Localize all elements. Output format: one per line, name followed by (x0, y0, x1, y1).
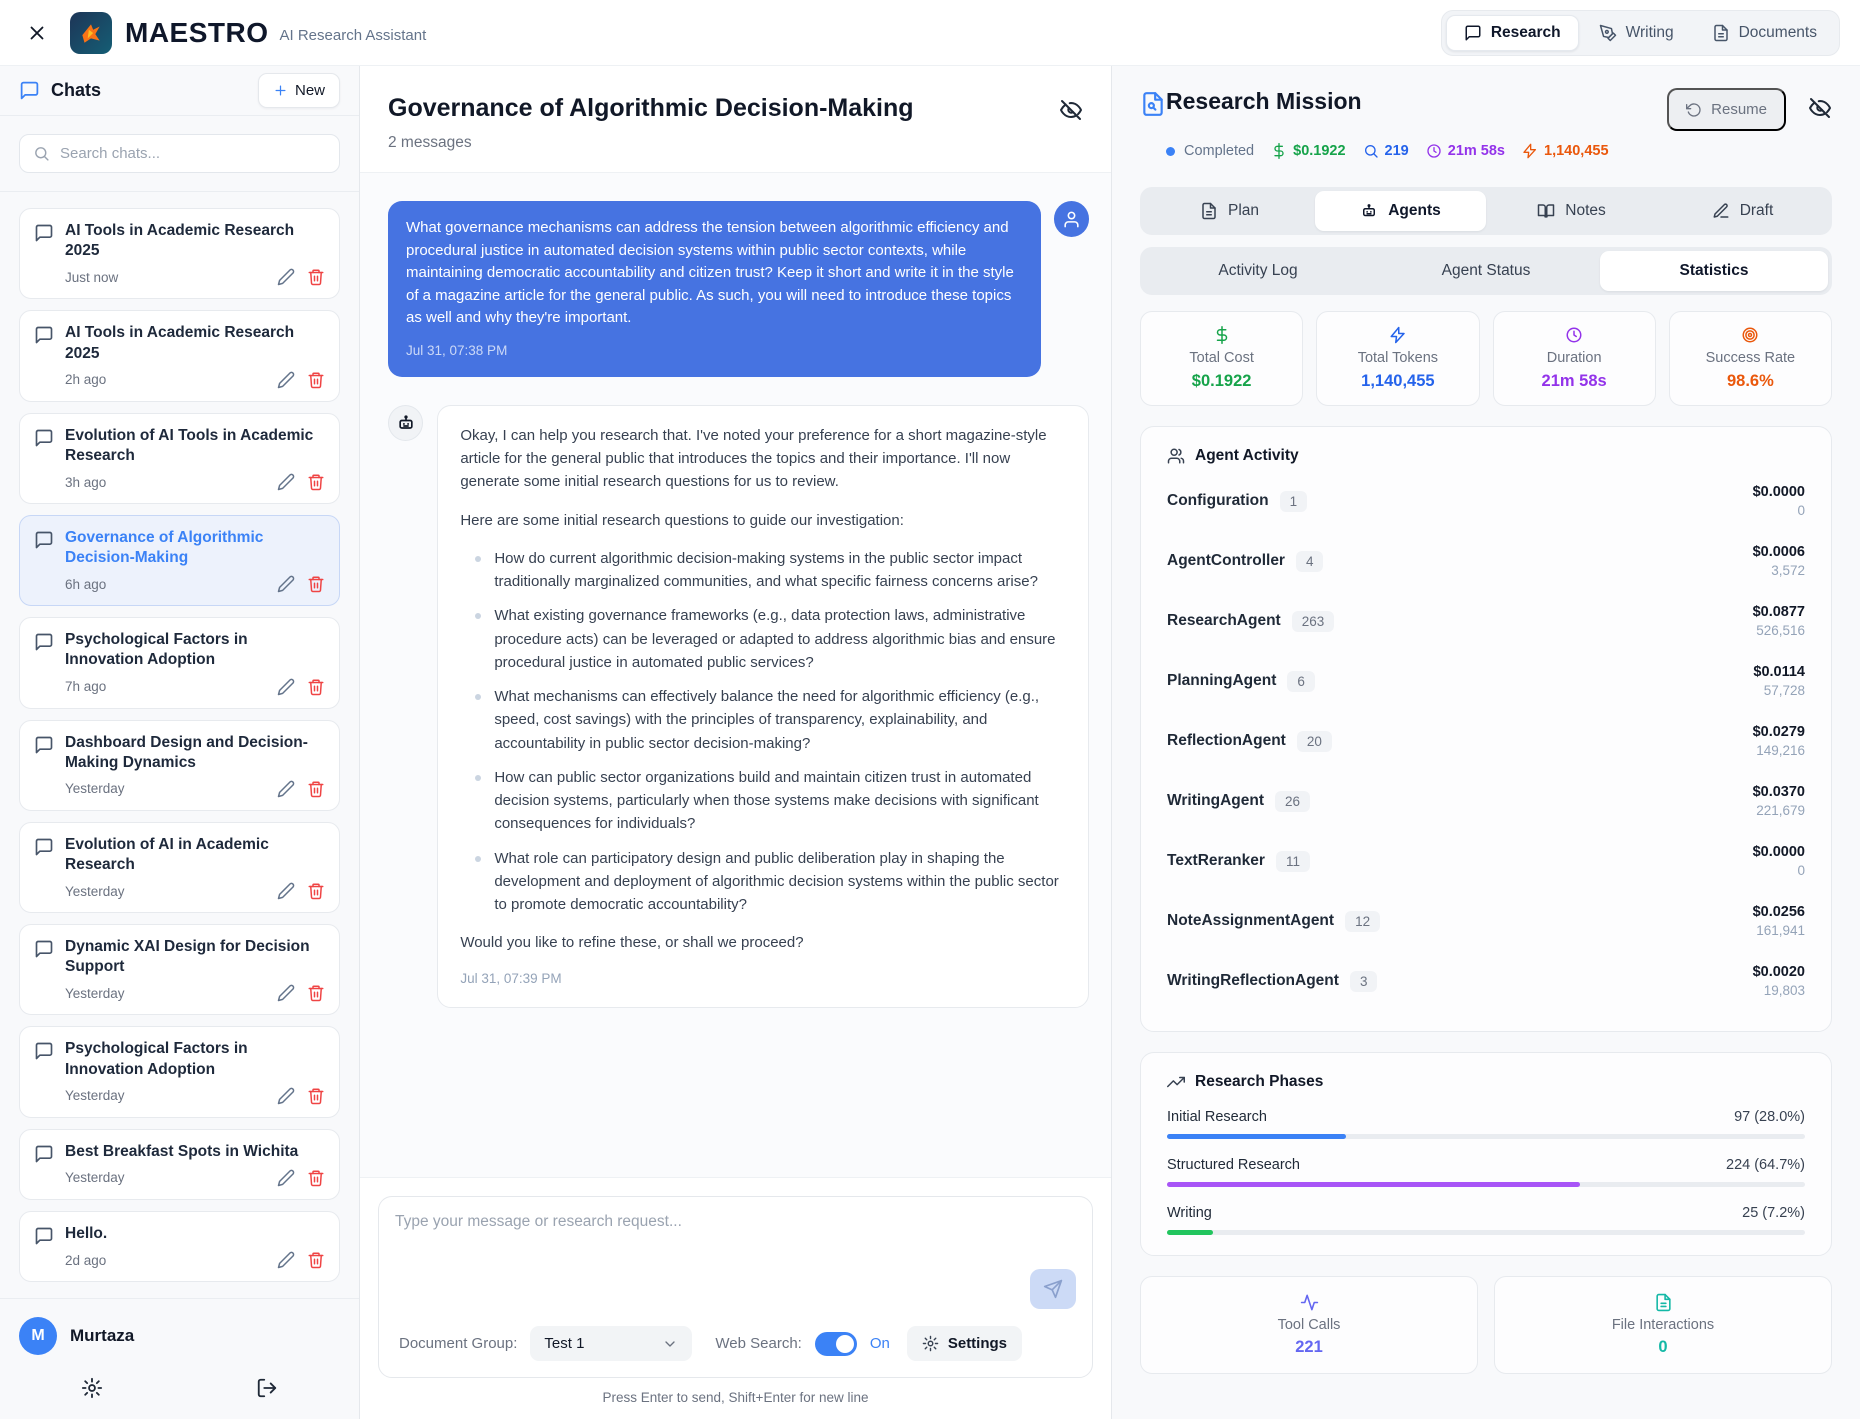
nav-tabs (1441, 10, 1840, 56)
metric-value: 1,140,455 (1544, 143, 1609, 159)
web-search-label: Web Search: (715, 1335, 802, 1352)
mission-metric (1522, 143, 1609, 159)
web-search-state: On (869, 1335, 890, 1352)
phase-label: Structured Research (1167, 1157, 1300, 1173)
user-message-avatar (1054, 201, 1089, 237)
edit-chat-icon[interactable] (277, 1087, 295, 1105)
agent-activity-row (1167, 891, 1805, 951)
assistant-bullet: What role can participatory design and public deliberation play in shaping the development and deployment of algorithmic decision systems within the public sector to promote democratic accountability? (468, 847, 1066, 917)
chat-item-title: Psychological Factors in Innovation Adoption (65, 631, 248, 669)
stat-card (1316, 311, 1479, 406)
summary-card-value: 221 (1295, 1338, 1323, 1356)
agent-count-badge: 20 (1297, 731, 1332, 752)
mission-tabs (1140, 187, 1832, 235)
mission-metric (1271, 143, 1345, 159)
nav-tab[interactable] (1581, 15, 1692, 51)
assistant-intro: Okay, I can help you research that. I've noted your preference for a short magazine-style article for the general public that introduces the topics and their importance. I'll now generate some initial research questions for us to review. (460, 426, 1047, 491)
agent-count-badge: 11 (1276, 851, 1310, 872)
research-phases-card (1140, 1052, 1832, 1256)
summary-card (1494, 1276, 1832, 1374)
mission-tab[interactable] (1657, 191, 1828, 231)
chat-item-time: 3h ago (65, 474, 107, 490)
user-icon (1062, 210, 1081, 229)
agent-count-badge: 263 (1292, 611, 1335, 632)
agent-cost: $0.0006 (1752, 544, 1805, 560)
phase-rows (1167, 1109, 1805, 1235)
chat-item-title: Dynamic XAI Design for Decision Support (65, 938, 310, 976)
chat-list-item[interactable] (19, 310, 340, 401)
assistant-outro: Would you like to refine these, or shall we proceed? (460, 934, 804, 952)
agent-count-badge: 1 (1280, 491, 1308, 512)
nav-tab-label: Documents (1738, 23, 1817, 41)
nav-tab-icon (1599, 24, 1617, 42)
chat-item-time: Yesterday (65, 781, 125, 797)
agent-activity-title: Agent Activity (1195, 447, 1299, 464)
research-phase-row (1167, 1109, 1805, 1139)
agent-tokens: 19,803 (1763, 983, 1805, 998)
stat-card-icon (1741, 326, 1759, 344)
mission-subtab[interactable] (1144, 251, 1372, 291)
app-header (0, 0, 1860, 66)
delete-chat-icon[interactable] (307, 473, 325, 491)
stat-card-value: 1,140,455 (1361, 372, 1435, 390)
bottom-cards (1140, 1276, 1832, 1374)
agent-name: NoteAssignmentAgent (1167, 912, 1335, 929)
assistant-avatar (388, 405, 423, 441)
assistant-bullet: How can public sector organizations build and maintain citizen trust in automated decision systems, particularly when those systems make decisions with significant consequences for individuals? (468, 766, 1066, 836)
nav-tab-icon (1712, 24, 1730, 42)
document-group-label: Document Group: (399, 1335, 518, 1352)
chat-list-item[interactable] (19, 208, 340, 299)
edit-chat-icon[interactable] (277, 1169, 295, 1187)
metric-value: 219 (1384, 143, 1409, 159)
agent-name: TextReranker (1167, 852, 1265, 869)
subtab-label: Statistics (1679, 262, 1749, 279)
agent-name: PlanningAgent (1167, 672, 1277, 689)
stat-cards (1140, 311, 1832, 406)
stat-card-label: Total Cost (1189, 350, 1254, 366)
search-icon (33, 145, 50, 162)
chat-list-item[interactable] (19, 822, 340, 913)
mission-subtabs (1140, 247, 1832, 295)
send-button[interactable] (1030, 1269, 1076, 1309)
summary-card-icon (1654, 1293, 1673, 1312)
chat-item-time: 2h ago (65, 372, 107, 388)
agent-tokens: 161,941 (1756, 923, 1805, 938)
tab-icon (1360, 202, 1378, 220)
summary-card-value: 0 (1658, 1338, 1668, 1356)
agent-count-badge: 4 (1296, 551, 1324, 572)
chat-bubble-icon (34, 1226, 54, 1246)
agent-name: AgentController (1167, 552, 1285, 569)
assistant-timestamp: Jul 31, 07:39 PM (460, 970, 562, 986)
assistant-message-card (437, 405, 1089, 1009)
stat-card (1669, 311, 1832, 406)
tab-label: Draft (1739, 202, 1774, 219)
mission-tab[interactable] (1315, 191, 1486, 231)
phase-progress-fill (1167, 1230, 1213, 1235)
nav-tab-label: Writing (1625, 23, 1674, 41)
mission-panel (1112, 66, 1860, 1419)
composer-card (378, 1196, 1093, 1378)
phase-value: 97 (28.0%) (1734, 1109, 1805, 1125)
metric-icon (1363, 143, 1379, 159)
delete-chat-icon[interactable] (307, 268, 325, 286)
tab-label: Notes (1565, 202, 1606, 219)
stat-card-icon (1565, 326, 1583, 344)
composer-settings-button[interactable] (907, 1326, 1022, 1361)
chat-item-title: Evolution of AI Tools in Academic Research (65, 426, 314, 464)
chat-item-title: AI Tools in Academic Research 2025 (65, 324, 295, 362)
composer-settings-label: Settings (947, 1335, 1008, 1352)
mission-tab[interactable] (1486, 191, 1657, 231)
app-logo (70, 12, 112, 54)
chat-bubble-icon (34, 223, 54, 243)
agent-rows (1167, 471, 1805, 1011)
agent-name: ReflectionAgent (1167, 732, 1286, 749)
stat-card (1493, 311, 1656, 406)
user-message-row (388, 201, 1089, 377)
agent-cost: $0.0020 (1752, 964, 1805, 980)
agent-activity-row (1167, 951, 1805, 1011)
phase-progress-fill (1167, 1182, 1580, 1187)
agent-name: WritingReflectionAgent (1167, 972, 1339, 989)
summary-card-label: File Interactions (1611, 1317, 1715, 1333)
agent-activity-card (1140, 426, 1832, 1032)
refresh-icon (1686, 102, 1702, 118)
chat-bubble-icon (34, 325, 54, 345)
avatar: M (19, 1317, 57, 1355)
mission-status-row (1166, 143, 1832, 159)
agent-count-badge: 12 (1345, 911, 1380, 932)
stat-card-icon (1213, 326, 1231, 344)
gear-icon (922, 1335, 939, 1352)
delete-chat-icon[interactable] (307, 575, 325, 593)
message-input[interactable] (395, 1213, 1006, 1309)
chevron-down-icon (662, 1336, 678, 1352)
research-phase-row (1167, 1157, 1805, 1187)
nav-tab-icon (1464, 24, 1482, 42)
app-subtitle: AI Research Assistant (279, 27, 427, 44)
messages-area (360, 173, 1111, 1177)
chat-item-title: Governance of Algorithmic Decision-Making (65, 529, 264, 567)
chat-bubble-icon (34, 530, 54, 550)
agent-tokens: 0 (1797, 863, 1805, 878)
subtab-label: Activity Log (1218, 262, 1298, 279)
tab-icon (1712, 202, 1730, 220)
agent-activity-row (1167, 531, 1805, 591)
stat-card-label: Success Rate (1705, 350, 1796, 366)
metric-icon (1522, 143, 1538, 159)
edit-chat-icon[interactable] (277, 882, 295, 900)
chat-bubble-icon (34, 632, 54, 652)
phase-label: Writing (1167, 1205, 1212, 1221)
phase-progress-track (1167, 1230, 1805, 1235)
search-section (0, 116, 359, 192)
mission-title: Research Mission (1166, 88, 1362, 114)
user-message-text: What governance mechanisms can address the tension between algorithmic efficiency and procedural justice in automated decision systems within public sector contexts, while maintaining democratic accountability and citizen trust? Keep it short and write it in the style of a magazine article for the general public. As such, you will need to introduce these topics as well and why they're important. (406, 219, 1014, 326)
agent-name: WritingAgent (1167, 792, 1265, 809)
research-phase-row (1167, 1205, 1805, 1235)
metric-icon (1271, 143, 1287, 159)
agent-cost: $0.0370 (1752, 784, 1805, 800)
nav-tab-label: Research (1490, 23, 1561, 41)
agent-name: Configuration (1167, 492, 1269, 509)
chat-message-count: 2 messages (388, 134, 472, 151)
delete-chat-icon[interactable] (307, 1087, 325, 1105)
chat-item-time: Yesterday (65, 1088, 125, 1104)
stat-card-value: 98.6% (1726, 372, 1774, 390)
edit-chat-icon[interactable] (277, 371, 295, 389)
phase-progress-track (1167, 1182, 1805, 1187)
agent-count-badge: 26 (1275, 791, 1310, 812)
edit-chat-icon[interactable] (277, 1251, 295, 1269)
agent-cost: $0.0000 (1752, 844, 1805, 860)
nav-tab[interactable] (1446, 15, 1579, 51)
chat-item-time: Yesterday (65, 1170, 125, 1186)
phase-progress-fill (1167, 1134, 1346, 1139)
mission-tab[interactable] (1144, 191, 1315, 231)
agent-cost: $0.0279 (1752, 724, 1805, 740)
agent-activity-row (1167, 591, 1805, 651)
plus-icon (273, 83, 288, 98)
chat-list-item[interactable] (19, 617, 340, 708)
assistant-lead: Here are some initial research questions to guide our investigation: (460, 511, 904, 529)
stat-card (1140, 311, 1303, 406)
delete-chat-icon[interactable] (307, 1251, 325, 1269)
composer (360, 1177, 1111, 1419)
chat-bubble-icon (34, 939, 54, 959)
agent-tokens: 221,679 (1756, 803, 1805, 818)
document-group-select[interactable] (530, 1326, 692, 1361)
stat-card-value: 21m 58s (1541, 372, 1607, 390)
sidebar-user-section (0, 1298, 359, 1419)
chat-item-title: Psychological Factors in Innovation Adoption (65, 1040, 248, 1078)
composer-hint: Press Enter to send, Shift+Enter for new line (602, 1390, 869, 1405)
agent-cost: $0.0256 (1752, 904, 1805, 920)
chat-list (0, 192, 359, 1298)
chat-title: Governance of Algorithmic Decision-Making (388, 94, 914, 122)
chat-item-time: Yesterday (65, 883, 125, 899)
subtab-label: Agent Status (1441, 262, 1531, 279)
assistant-bullet: How do current algorithmic decision-making systems in the public sector impact traditionally marginalized communities, and what specific fairness concerns arise? (468, 547, 1066, 594)
summary-card-label: Tool Calls (1277, 1317, 1341, 1333)
tab-label: Agents (1388, 202, 1441, 219)
agent-activity-row (1167, 711, 1805, 771)
web-search-toggle[interactable] (815, 1332, 857, 1356)
metric-icon (1426, 143, 1442, 159)
stat-card-value: $0.1922 (1191, 372, 1252, 390)
edit-chat-icon[interactable] (277, 984, 295, 1002)
assistant-bullet: What existing governance frameworks (e.g., data protection laws, administrative procedure acts) can be leveraged or adapted to address algorithmic bias and ensure procedural justice in automated public services? (468, 604, 1066, 674)
agent-tokens: 3,572 (1771, 563, 1805, 578)
phase-label: Initial Research (1167, 1109, 1267, 1125)
chat-bubble-icon (34, 735, 54, 755)
sidebar (0, 66, 360, 1419)
chat-list-item[interactable] (19, 924, 340, 1015)
chat-item-title: Evolution of AI in Academic Research (65, 835, 269, 874)
search-box[interactable] (19, 134, 340, 173)
mission-metric (1363, 143, 1409, 159)
robot-icon (396, 413, 416, 433)
chat-bubble-icon (34, 428, 54, 448)
tab-label: Plan (1227, 202, 1260, 219)
status-dot (1166, 147, 1175, 156)
edit-chat-icon[interactable] (277, 780, 295, 798)
chat-list-item[interactable] (19, 720, 340, 811)
delete-chat-icon[interactable] (307, 1169, 325, 1187)
chat-item-time: 6h ago (65, 576, 107, 592)
edit-chat-icon[interactable] (277, 473, 295, 491)
agent-activity-row (1167, 651, 1805, 711)
chat-item-time: 2d ago (65, 1252, 107, 1268)
research-phases-title: Research Phases (1195, 1073, 1324, 1090)
agent-activity-row (1167, 471, 1805, 531)
sidebar-title: Chats (51, 80, 102, 101)
agent-count-badge: 3 (1350, 971, 1378, 992)
edit-chat-icon[interactable] (277, 678, 295, 696)
resume-button[interactable] (1667, 88, 1786, 131)
chat-item-time: Yesterday (65, 985, 125, 1001)
stat-card-label: Total Tokens (1357, 350, 1439, 366)
agent-cost: $0.0114 (1753, 664, 1805, 680)
delete-chat-icon[interactable] (307, 984, 325, 1002)
chat-item-time: Just now (65, 269, 119, 285)
chats-icon (19, 80, 40, 101)
agent-cost: $0.0877 (1752, 604, 1805, 620)
user-name: Murtaza (70, 1326, 135, 1345)
assistant-bullet: What mechanisms can effectively balance the need for algorithmic efficiency (e.g., speed, cost savings) with the principles of transparency, explainability, and accountability in public sector decision-making? (468, 685, 1066, 755)
phase-progress-track (1167, 1134, 1805, 1139)
chat-bubble-icon (34, 837, 54, 857)
chat-item-title: Dashboard Design and Decision-Making Dynamics (65, 733, 308, 771)
settings-icon[interactable] (81, 1377, 103, 1399)
chat-list-item[interactable] (19, 515, 340, 606)
close-icon (26, 22, 48, 44)
chat-list-item[interactable] (19, 1026, 340, 1117)
user-message-bubble (388, 201, 1041, 377)
stat-card-label: Duration (1546, 350, 1602, 366)
bird-logo-icon (78, 20, 104, 46)
agent-name: ResearchAgent (1167, 612, 1281, 629)
chat-list-item[interactable] (19, 1129, 340, 1200)
tab-icon (1200, 202, 1218, 220)
tab-icon (1537, 202, 1555, 220)
agent-tokens: 526,516 (1756, 623, 1805, 638)
delete-chat-icon[interactable] (307, 371, 325, 389)
hide-chat-icon[interactable] (1059, 98, 1083, 122)
assistant-message-row (388, 405, 1089, 1009)
chat-item-title: Hello. (65, 1224, 108, 1242)
chat-item-title: Best Breakfast Spots in Wichita (65, 1142, 299, 1160)
search-input[interactable] (60, 145, 326, 162)
chat-list-item[interactable] (19, 413, 340, 504)
send-icon (1043, 1279, 1063, 1299)
mission-metrics (1271, 143, 1608, 159)
summary-card-icon (1300, 1293, 1319, 1312)
metric-value: $0.1922 (1293, 143, 1346, 159)
agent-activity-row (1167, 771, 1805, 831)
mission-subtab[interactable] (1372, 251, 1600, 291)
mission-header (1140, 88, 1832, 159)
delete-chat-icon[interactable] (307, 678, 325, 696)
sidebar-header (0, 66, 359, 116)
composer-controls (395, 1314, 1076, 1377)
new-chat-label: New (294, 82, 325, 100)
phase-value: 25 (7.2%) (1742, 1205, 1805, 1221)
delete-chat-icon[interactable] (307, 780, 325, 798)
mission-status: Completed (1166, 143, 1254, 159)
resume-label: Resume (1711, 101, 1767, 118)
hide-mission-icon[interactable] (1808, 96, 1832, 120)
chat-bubble-icon (34, 1041, 54, 1061)
edit-chat-icon[interactable] (277, 575, 295, 593)
app-name: MAESTRO (125, 16, 269, 48)
close-app-button[interactable] (20, 16, 54, 50)
agent-tokens: 57,728 (1763, 683, 1805, 698)
edit-chat-icon[interactable] (277, 268, 295, 286)
delete-chat-icon[interactable] (307, 882, 325, 900)
nav-tab[interactable] (1694, 15, 1835, 51)
chat-item-title: AI Tools in Academic Research 2025 (65, 222, 295, 260)
chat-header (360, 66, 1111, 173)
mission-subtab[interactable] (1600, 251, 1828, 291)
agent-tokens: 149,216 (1756, 743, 1805, 758)
chat-list-item[interactable] (19, 1211, 340, 1282)
agent-activity-row (1167, 831, 1805, 891)
file-search-icon (1140, 91, 1166, 117)
users-icon (1167, 447, 1185, 465)
new-chat-button[interactable] (258, 73, 340, 108)
trending-up-icon (1167, 1073, 1185, 1091)
agent-tokens: 0 (1797, 503, 1805, 518)
document-group-value: Test 1 (544, 1335, 585, 1352)
stat-card-icon (1389, 326, 1407, 344)
chat-column (360, 66, 1112, 1419)
summary-card (1140, 1276, 1478, 1374)
phase-value: 224 (64.7%) (1726, 1157, 1805, 1173)
chat-bubble-icon (34, 1144, 54, 1164)
logout-icon[interactable] (256, 1377, 278, 1399)
agent-cost: $0.0000 (1752, 484, 1805, 500)
user-message-timestamp: Jul 31, 07:38 PM (406, 342, 508, 358)
mission-metric (1426, 143, 1505, 159)
metric-value: 21m 58s (1447, 143, 1505, 159)
chat-item-time: 7h ago (65, 679, 107, 695)
agent-count-badge: 6 (1287, 671, 1315, 692)
assistant-bullet-list (468, 547, 1066, 917)
